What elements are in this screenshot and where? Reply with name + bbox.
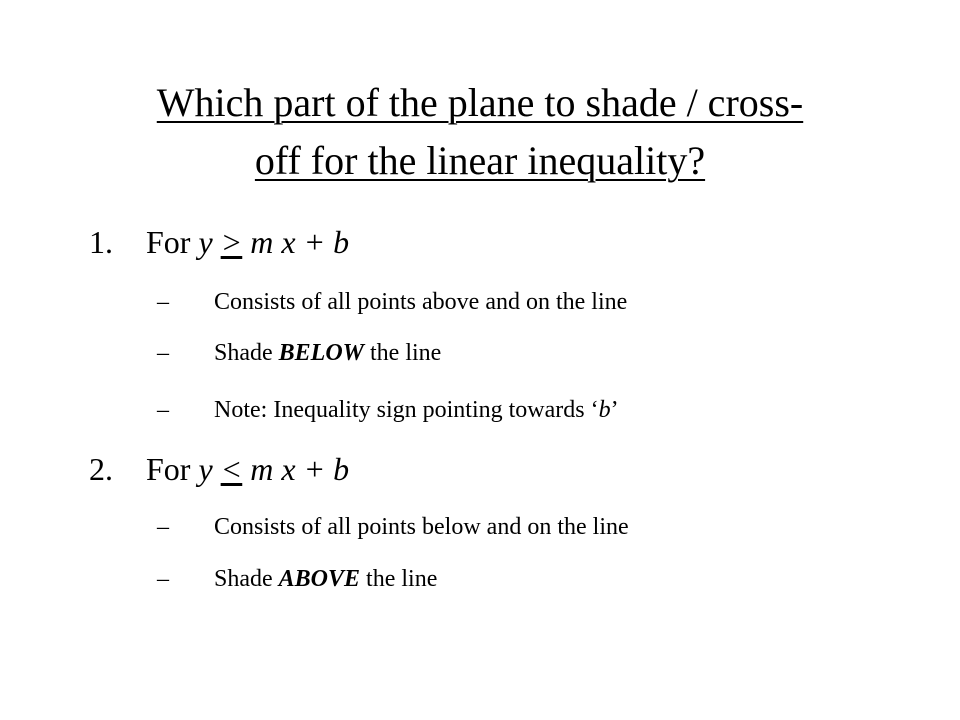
list-item-1 xyxy=(89,223,349,261)
list-item-2 xyxy=(89,450,349,488)
sub-item xyxy=(157,395,619,425)
sub-item xyxy=(157,564,437,594)
sub-emphasis: ABOVE xyxy=(278,566,361,592)
item-number: 1. xyxy=(89,224,113,260)
item-relation: > xyxy=(220,224,243,260)
sub-item xyxy=(157,338,441,368)
item-rhs: m x + b xyxy=(242,224,350,260)
slide-title xyxy=(40,74,920,190)
title-line-1: Which part of the plane to shade / cross- xyxy=(156,80,804,125)
sub-text: Consists of all points below and on the line xyxy=(214,514,629,540)
sub-item xyxy=(157,512,629,542)
sub-emphasis: b xyxy=(598,397,611,423)
sub-item xyxy=(157,287,627,317)
title-line-2: off for the linear inequality? xyxy=(254,138,706,183)
sub-text-after: the line xyxy=(364,340,442,366)
sub-text-before: Shade xyxy=(214,566,279,592)
item-prefix: For xyxy=(146,224,199,260)
item-prefix: For xyxy=(146,451,199,487)
sub-dash: – xyxy=(157,289,169,315)
item-number: 2. xyxy=(89,451,113,487)
sub-text-after: ’ xyxy=(610,397,619,423)
sub-dash: – xyxy=(157,397,169,423)
sub-text-after: the line xyxy=(360,566,438,592)
sub-text-before: Shade xyxy=(214,340,279,366)
item-relation: < xyxy=(220,451,243,487)
sub-dash: – xyxy=(157,514,169,540)
item-variable: y xyxy=(198,451,213,487)
item-variable: y xyxy=(198,224,213,260)
sub-text-before: Note: Inequality sign pointing towards ‘ xyxy=(214,397,599,423)
sub-dash: – xyxy=(157,566,169,592)
sub-emphasis: BELOW xyxy=(278,340,365,366)
sub-text: Consists of all points above and on the line xyxy=(214,289,628,315)
sub-dash: – xyxy=(157,340,169,366)
item-rhs: m x + b xyxy=(242,451,350,487)
